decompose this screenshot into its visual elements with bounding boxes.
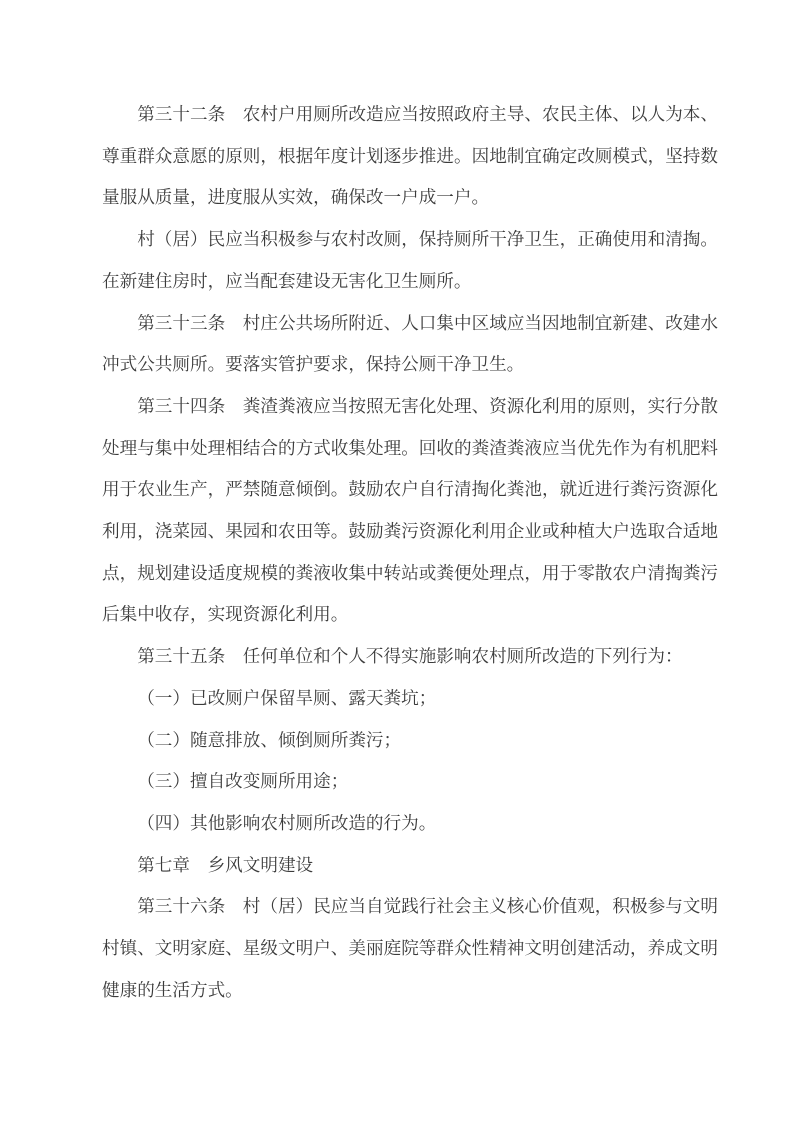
chapter-7-heading: 第七章 乡风文明建设: [137, 854, 314, 875]
article-32-paragraph-1: 第三十二条 农村户用厕所改造应当按照政府主导、农民主体、以人为本、尊重群众意愿的原则，根据年度计划逐步推进。因地制宜确定改厕模式，坚持数量服从质量，进度服从实效，确保改一户成一户。: [102, 104, 718, 208]
article-35-item-3: （三）擅自改变厕所用途；: [137, 771, 349, 792]
article-33-paragraph: 第三十三条 村庄公共场所附近、人口集中区域应当因地制宜新建、改建水冲式公共厕所。要落实管护要求，保持公厕干净卫生。: [102, 312, 718, 375]
article-35-item-1: （一）已改厕户保留旱厕、露天粪坑；: [137, 687, 437, 708]
article-35-lead-paragraph: 第三十五条 任何单位和个人不得实施影响农村厕所改造的下列行为：: [137, 646, 683, 667]
article-34-paragraph: 第三十四条 粪渣粪液应当按照无害化处理、资源化利用的原则，实行分散处理与集中处理相结合的方式收集处理。回收的粪渣粪液应当优先作为有机肥料用于农业生产，严禁随意倾倒。鼓励农户自行清掏化粪池，就近进行粪污资源化利用，浇菜园、果园和农田等。鼓励粪污资源化利用企业或种植大户选取合适地点，规划建设适度规模的粪液收集中转站或粪便处理点，用于零散农户清掏粪污后集中收存，实现资源化利用。: [102, 395, 718, 625]
article-35-item-4: （四）其他影响农村厕所改造的行为。: [137, 812, 437, 833]
article-32-paragraph-2: 村（居）民应当积极参与农村改厕，保持厕所干净卫生，正确使用和清掏。在新建住房时，应当配套建设无害化卫生厕所。: [102, 229, 718, 291]
article-35-item-2: （二）随意排放、倾倒厕所粪污；: [137, 729, 402, 750]
article-36-paragraph: 第三十六条 村（居）民应当自觉践行社会主义核心价值观，积极参与文明村镇、文明家庭、星级文明户、美丽庭院等群众性精神文明创建活动，养成文明健康的生活方式。: [102, 896, 718, 1000]
document-body: [102, 94, 718, 1011]
